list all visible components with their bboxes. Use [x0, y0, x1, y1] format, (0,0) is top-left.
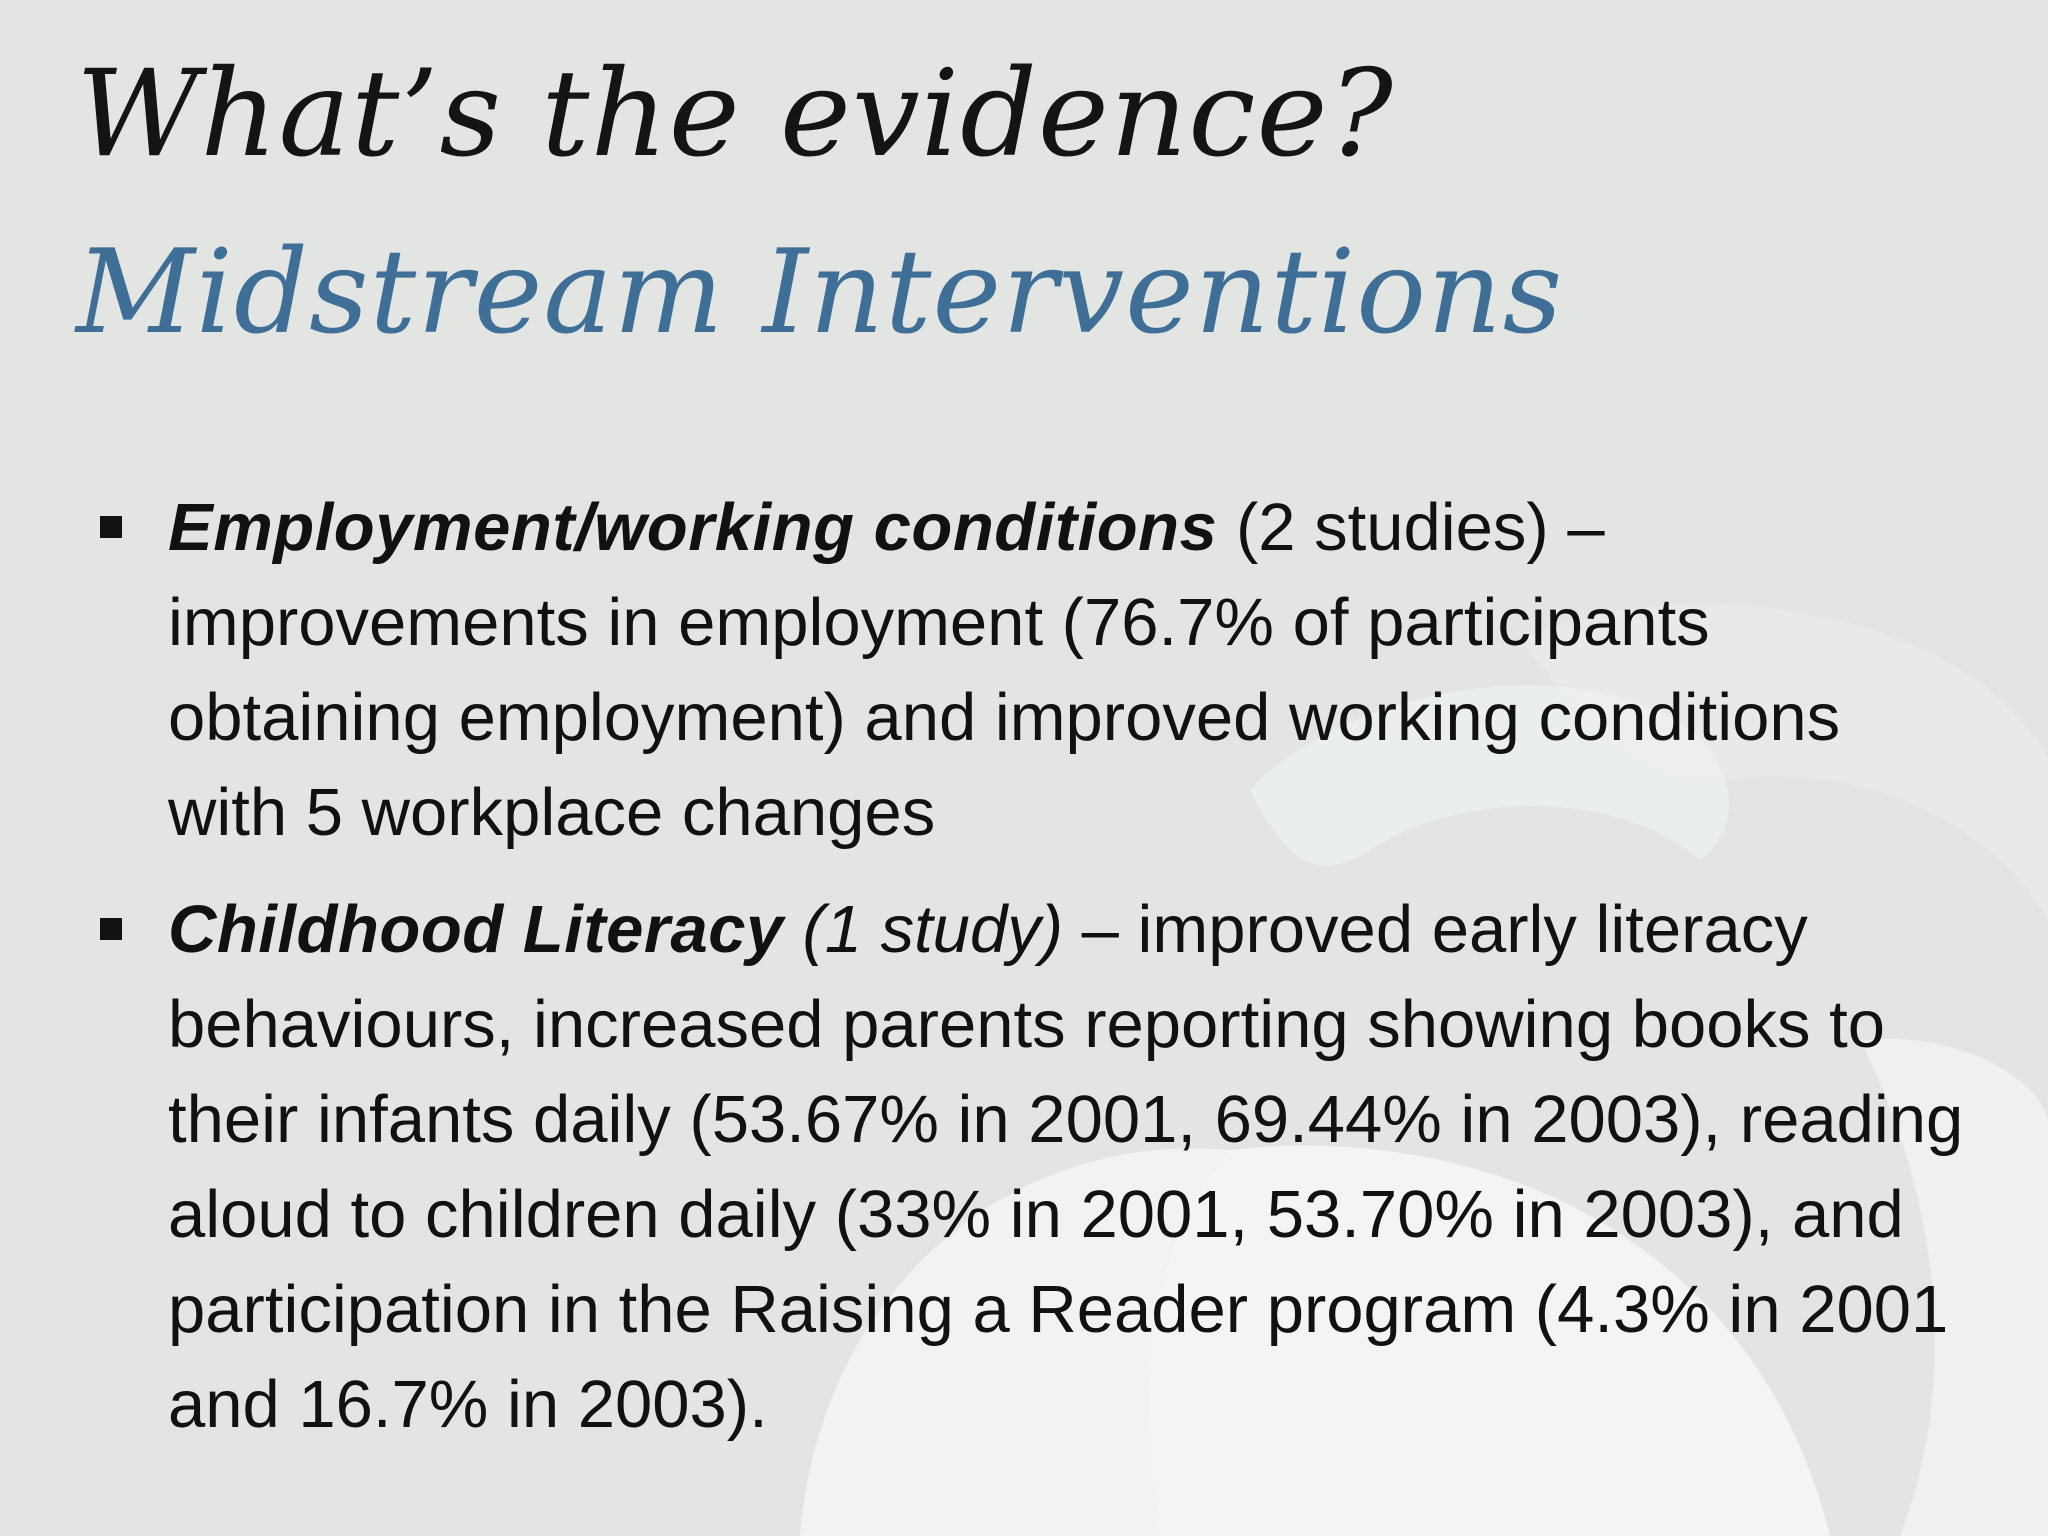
bullet-list — [96, 480, 1976, 1452]
bullet-qualifier: (1 study) — [783, 892, 1064, 967]
bullet-qualifier: (2 studies) — [1217, 490, 1549, 565]
bullet-childhood-literacy — [96, 882, 1976, 1452]
slide-title: What’s the evidence? — [76, 45, 1394, 184]
square-bullet-icon — [100, 516, 122, 538]
slide-subtitle: Midstream Interventions — [76, 225, 1564, 360]
bullet-heading: Employment/working conditions — [168, 490, 1218, 565]
bullet-body: – improved early literacy behaviours, increased parents reporting showing books to their infants daily (53.67% in 2001, 69.44% in 2003), reading aloud to children daily (33% in 2001, 53.70% in 2003), and participation in the Raising a Reader program (4.3% in 2001 and 16.7% in 2003). — [168, 892, 1964, 1442]
bullet-employment — [96, 480, 1976, 860]
square-bullet-icon — [100, 918, 122, 940]
bullet-body: – improvements in employment (76.7% of participants obtaining employment) and improved working conditions with 5 workplace changes — [168, 490, 1841, 850]
bullet-heading: Childhood Literacy — [168, 892, 784, 967]
